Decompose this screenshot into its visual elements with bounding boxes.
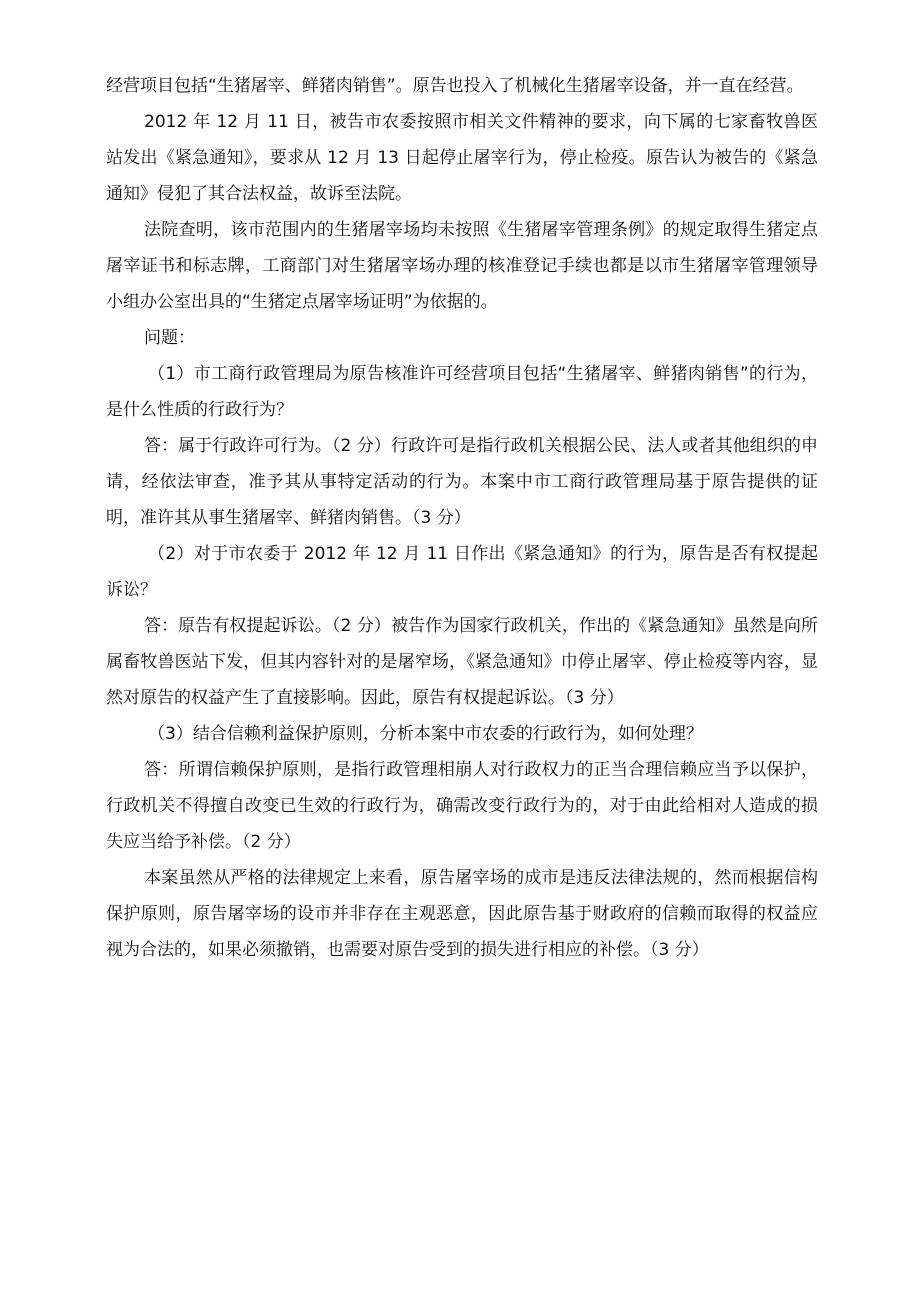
question-1: （1）市工商行政管理局为原告核准许可经营项目包括“生猪屠宰、鲜猪肉销售”的行为，是什么性质的行政行为？ (106, 364, 818, 420)
paragraph-continuation: 经营项目包括“生猪屠宰、鲜猪肉销售”。原告也投入了机械化生猪屠宰设备，并一直在经营。 (106, 76, 804, 96)
questions-heading: 问题： (144, 328, 195, 348)
answer-3: 答：所谓信赖保护原则，是指行政管理相崩人对行政权力的正当合理信赖应当予以保护，行政机关不得擅自改变已生效的行政行为，确需改变行政行为的，对于由此给相对人造成的损失应当给予补偿。（2 分） (106, 760, 818, 852)
paragraph-court-findings: 法院查明，该市范围内的生猪屠宰场均未按照《生猪屠宰管理条例》的规定取得生猪定点屠宰证书和标志牌，工商部门对生猪屠宰场办理的核准登记手续也都是以市生猪屠宰管理领导小组办公室出具的“生猪定点屠宰场证明”为依据的。 (106, 220, 818, 312)
answer-3-analysis: 本案虽然从严格的法律规定上来看，原告屠宰场的成市是违反法律法规的，然而根据信构保护原则，原告屠宰场的设市并非存在主观恶意，因此原告基于财政府的信赖而取得的权益应视为合法的，如果必须撤销，也需要对原告受到的损失进行相应的补偿。（3 分） (106, 868, 818, 960)
answer-1: 答：属于行政许可行为。（2 分）行政许可是指行政机关根据公民、法人或者其他组织的申请，经依法审查，准予其从事特定活动的行为。本案中市工商行政管理局基于原告提供的证明，准许其从事生猪屠宰、鲜猪肉销售。（3 分） (106, 436, 818, 528)
document-body (106, 68, 818, 968)
question-3: （3）结合信赖利益保护原则，分析本案中市农委的行政行为，如何处理？ (148, 724, 703, 744)
answer-2: 答：原告有权提起诉讼。（2 分）被告作为国家行政机关，作出的《紧急通知》虽然是向所属畜牧兽医站下发，但其内容针对的是屠窄场，《紧急通知》巾停止屠宰、停止检疫等内容，显然对原告的权益产生了直接影响。因此，原告有权提起诉讼。（3 分） (106, 616, 818, 708)
question-2: （2）对于市农委于 2012 年 12 月 11 日作出《紧急通知》的行为，原告是否有权提起诉讼？ (106, 544, 818, 600)
paragraph-notice: 2012 年 12 月 11 日，被告市农委按照市相关文件精神的要求，向下属的七家畜牧兽医站发出《紧急通知》，要求从 12 月 13 日起停止屠宰行为，停止检疫。原告认为被告的《紧急通知》侵犯了其合法权益，故诉至法院。 (106, 112, 818, 204)
